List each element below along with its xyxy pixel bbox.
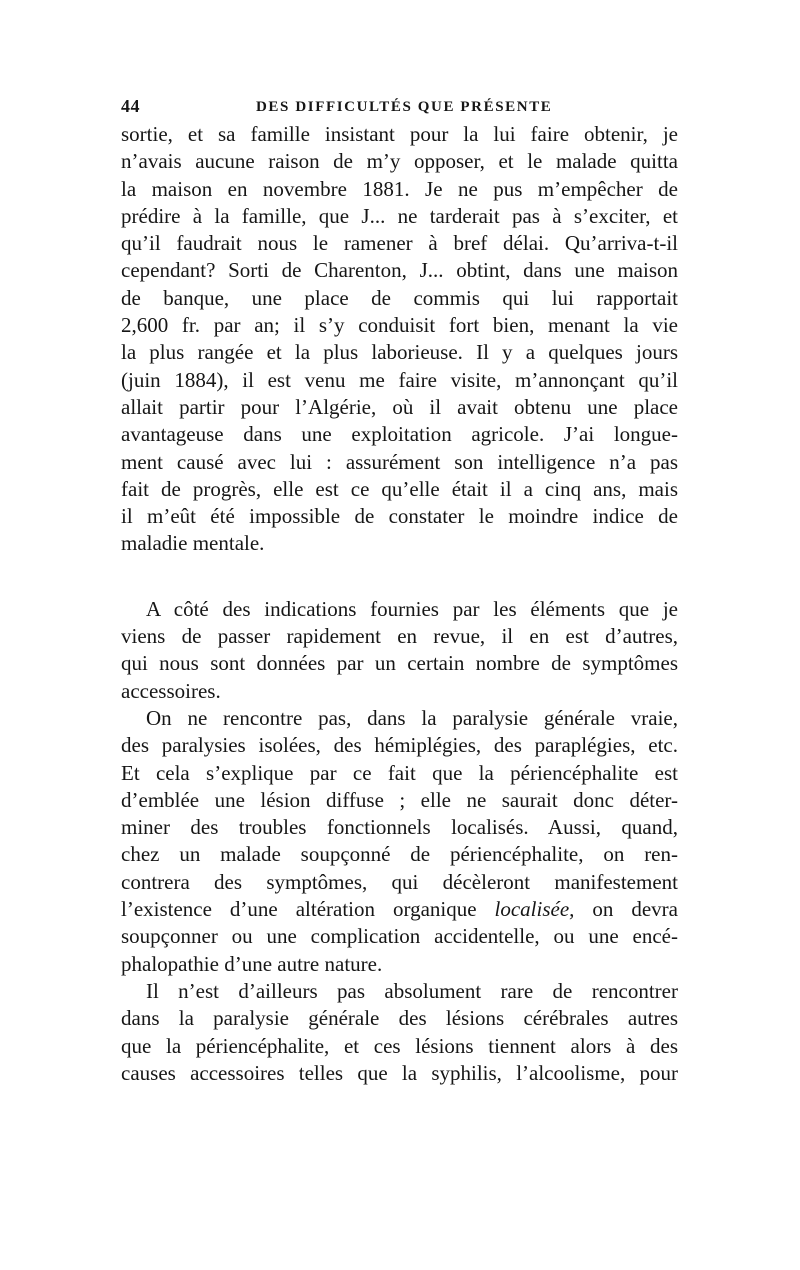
paragraph-gap [121,558,678,596]
text-line: maladie mentale. [121,531,265,556]
text-run: l’existence d’une altération organique [121,897,495,922]
text-line: causes accessoires telles que la syphilis, l’alcoolisme, pour [121,1060,678,1085]
paragraph [121,978,678,1087]
text-line: cependant? Sorti de Charenton, J... obtint, dans une maison [121,258,678,283]
text-line: On ne rencontre pas, dans la paralysie générale vraie, [146,705,678,730]
text-line: que la périencéphalite, et ces lésions tiennent alors à des [121,1033,678,1058]
text-line: qu’il faudrait nous le ramener à bref délai. Qu’arriva-t-il [121,231,678,256]
page-header [121,96,681,120]
text-line: ment causé avec lui : assurément son intelligence n’a pas [121,449,678,474]
italic-term: localisée, [494,897,575,922]
text-line: il m’eût été impossible de constater le moindre indice de [121,504,678,529]
text-line: fait de progrès, elle est ce qu’elle était il a cinq ans, mais [121,476,678,501]
text-line: sortie, et sa famille insistant pour la lui faire obtenir, je [121,122,678,146]
text-line: n’avais aucune raison de m’y opposer, et le malade quitta [121,149,678,174]
text-line: contrera des symptômes, qui décèleront manifestement [121,869,678,894]
text-line: miner des troubles fonctionnels localisés. Aussi, quand, [121,815,678,840]
text-line: viens de passer rapidement en revue, il en est d’autres, [121,624,678,649]
text-line: Et cela s’explique par ce fait que la périencéphalite est [121,760,678,785]
paragraph [121,121,678,558]
text-run: on devra [574,897,678,922]
paragraph [121,596,678,705]
text-line: A côté des indications fournies par les éléments que je [146,596,678,621]
paragraph [121,705,678,978]
text-line: prédire à la famille, que J... ne tarderait pas à s’exciter, et [121,203,678,228]
text-line: 2,600 fr. par an; il s’y conduisit fort bien, menant la vie [121,313,678,338]
text-line: (juin 1884), il est venu me faire visite, m’annonçant qu’il [121,367,678,392]
text-line: la maison en novembre 1881. Je ne pus m’empêcher de [121,176,678,201]
text-line: chez un malade soupçonné de périencéphalite, on ren- [121,842,678,867]
page-number: 44 [121,96,140,116]
text-line: des paralysies isolées, des hémiplégies, des paraplégies, etc. [121,733,678,758]
running-title: DES DIFFICULTÉS QUE PRÉSENTE [256,99,553,115]
text-line: de banque, une place de commis qui lui rapportait [121,285,678,310]
text-line: phalopathie d’une autre nature. [121,951,383,976]
text-line: d’emblée une lésion diffuse ; elle ne saurait donc déter- [121,787,678,812]
text-line: Il n’est d’ailleurs pas absolument rare de rencontrer [146,978,678,1003]
text-line: accessoires. [121,678,221,703]
text-line: dans la paralysie générale des lésions cérébrales autres [121,1006,678,1031]
text-line: qui nous sont données par un certain nombre de symptômes [121,651,678,676]
text-line: la plus rangée et la plus laborieuse. Il y a quelques jours [121,340,678,365]
text-line: allait partir pour l’Algérie, où il avait obtenu une place [121,394,678,419]
body-text [121,121,678,1087]
text-line: avantageuse dans une exploitation agricole. J’ai longue- [121,422,678,447]
text-line [121,896,678,923]
text-line: soupçonner ou une complication accidentelle, ou une encé- [121,924,678,949]
